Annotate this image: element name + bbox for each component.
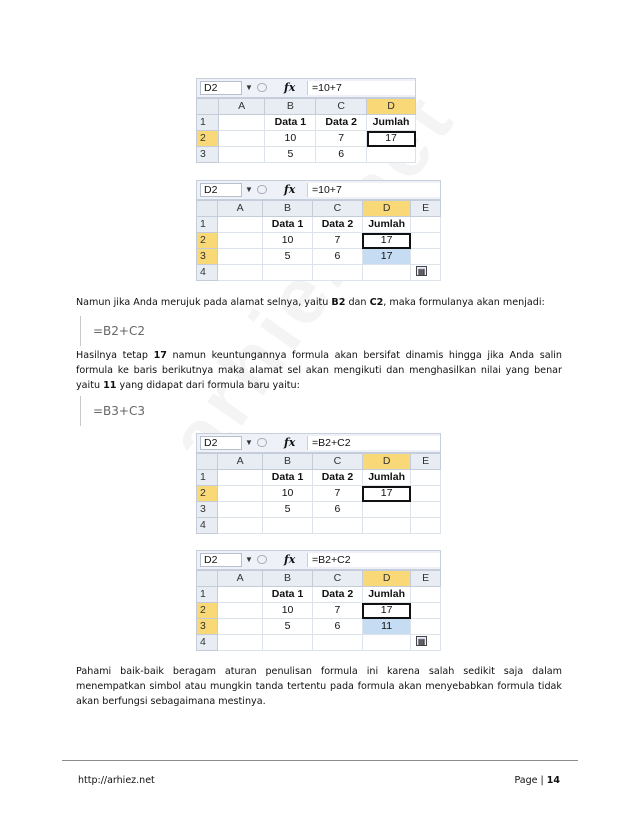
row-header-3[interactable]: 3 xyxy=(197,619,218,635)
page-separator: | xyxy=(540,775,544,786)
cell-e2[interactable] xyxy=(411,233,441,249)
paragraph-3: Pahami baik-baik beragam aturan penulisan formula ini karena salah sedikit saja dalam menempatkan simbol atau mungkin tanda tertentu pada formula akan menyebabkan formula tidak akan berfungsi sebagaimana mestinya. xyxy=(76,666,562,707)
spreadsheet-4 xyxy=(196,550,441,651)
cell-b2[interactable]: 10 xyxy=(263,486,313,502)
code-block-2: =B3+C3 xyxy=(80,396,145,426)
cell-e2[interactable] xyxy=(411,486,441,502)
column-header-a[interactable]: A xyxy=(218,454,263,470)
cell-grid xyxy=(196,570,441,651)
cell-c3[interactable]: 6 xyxy=(316,147,367,163)
row-header-2[interactable]: 2 xyxy=(197,131,219,147)
fx-icon[interactable]: fx xyxy=(284,436,296,449)
chevron-down-icon[interactable]: ▼ xyxy=(245,185,253,194)
page-number: 14 xyxy=(546,775,560,786)
zoom-icon xyxy=(257,438,267,447)
cell-c2[interactable]: 7 xyxy=(313,603,363,619)
footer-url[interactable]: http://arhiez.net xyxy=(78,775,155,786)
cell-e3[interactable] xyxy=(411,619,441,635)
cell-d3[interactable] xyxy=(362,502,410,518)
spreadsheet-3 xyxy=(196,433,441,534)
zoom-icon xyxy=(257,185,267,194)
cell-b3[interactable]: 5 xyxy=(263,249,313,265)
cell-a2[interactable] xyxy=(218,486,263,502)
cell-d1[interactable]: Jumlah xyxy=(362,217,410,233)
row-header-1[interactable]: 1 xyxy=(197,470,218,486)
select-all-corner[interactable] xyxy=(197,571,218,587)
cell-a2[interactable] xyxy=(218,131,265,147)
formula-input[interactable]: =10+7 xyxy=(307,183,440,197)
name-box[interactable]: D2 xyxy=(200,553,242,567)
cell-b1[interactable]: Data 1 xyxy=(263,470,313,486)
row-header-4[interactable]: 4 xyxy=(197,518,218,534)
footer-divider xyxy=(62,760,578,761)
chevron-down-icon[interactable]: ▼ xyxy=(245,438,253,447)
select-all-corner[interactable] xyxy=(197,201,218,217)
paragraph-2: Hasilnya tetap 17 namun keuntungannya formula akan bersifat dinamis hingga jika Anda salin formula ke baris berikutnya maka alamat sel akan mengikuti dan menghasilkan nilai yang benar yaitu 11 yang didapat dari formula baru yaitu: xyxy=(76,350,562,391)
cell-c4[interactable] xyxy=(313,635,363,651)
cell-d1[interactable]: Jumlah xyxy=(367,115,416,131)
cell-e1[interactable] xyxy=(411,587,441,603)
cell-a2[interactable] xyxy=(218,233,263,249)
cell-a3[interactable] xyxy=(218,502,263,518)
cell-c1[interactable]: Data 2 xyxy=(316,115,367,131)
cell-a3[interactable] xyxy=(218,147,265,163)
cell-c3[interactable]: 6 xyxy=(313,619,363,635)
zoom-icon xyxy=(257,555,267,564)
row-header-4[interactable]: 4 xyxy=(197,635,218,651)
cell-d4[interactable] xyxy=(362,265,410,281)
cell-c1[interactable]: Data 2 xyxy=(313,587,363,603)
cell-e3[interactable] xyxy=(411,502,441,518)
cell-a1[interactable] xyxy=(218,217,263,233)
cell-e3[interactable] xyxy=(411,249,441,265)
cell-d2-active[interactable]: 17 xyxy=(367,131,416,147)
column-header-c[interactable]: C xyxy=(313,454,363,470)
autofill-options-icon[interactable]: ▦ xyxy=(417,637,426,646)
fx-icon[interactable]: fx xyxy=(284,553,296,566)
select-all-corner[interactable] xyxy=(197,454,218,470)
fx-icon[interactable]: fx xyxy=(284,81,296,94)
fx-icon[interactable]: fx xyxy=(284,183,296,196)
name-box[interactable]: D2 xyxy=(200,436,242,450)
cell-d4[interactable] xyxy=(362,635,410,651)
cell-b4[interactable] xyxy=(263,635,313,651)
chevron-down-icon[interactable]: ▼ xyxy=(245,83,253,92)
cell-a1[interactable] xyxy=(218,470,263,486)
cell-c2[interactable]: 7 xyxy=(313,233,363,249)
formula-bar xyxy=(196,180,441,200)
cell-d3[interactable] xyxy=(367,147,416,163)
column-header-c[interactable]: C xyxy=(316,99,367,115)
column-header-c[interactable]: C xyxy=(313,571,363,587)
cell-b1[interactable]: Data 1 xyxy=(265,115,316,131)
formula-bar xyxy=(196,78,416,98)
cell-b2[interactable]: 10 xyxy=(263,233,313,249)
cell-a3[interactable] xyxy=(218,619,263,635)
column-header-d[interactable]: D xyxy=(367,99,416,115)
row-header-1[interactable]: 1 xyxy=(197,587,218,603)
cell-c3[interactable]: 6 xyxy=(313,502,363,518)
column-header-a[interactable]: A xyxy=(218,99,265,115)
cell-e4[interactable] xyxy=(411,518,441,534)
formula-input[interactable]: =B2+C2 xyxy=(307,553,440,567)
row-header-1[interactable]: 1 xyxy=(197,217,218,233)
name-box[interactable]: D2 xyxy=(200,183,242,197)
cell-d3-selected[interactable]: 11 xyxy=(362,619,410,635)
column-header-d[interactable]: D xyxy=(362,454,410,470)
cell-a3[interactable] xyxy=(218,249,263,265)
row-header-2[interactable]: 2 xyxy=(197,233,218,249)
cell-b4[interactable] xyxy=(263,518,313,534)
cell-e2[interactable] xyxy=(411,603,441,619)
cell-d2-active[interactable]: 17 xyxy=(362,233,410,249)
column-header-e[interactable]: E xyxy=(411,201,441,217)
cell-grid xyxy=(196,200,441,281)
formula-bar xyxy=(196,550,441,570)
zoom-icon xyxy=(257,83,267,92)
cell-grid xyxy=(196,98,416,163)
column-header-a[interactable]: A xyxy=(218,571,263,587)
column-header-b[interactable]: B xyxy=(265,99,316,115)
cell-d1[interactable]: Jumlah xyxy=(362,587,410,603)
cell-c4[interactable] xyxy=(313,265,363,281)
formula-input[interactable]: =B2+C2 xyxy=(307,436,440,450)
cell-a2[interactable] xyxy=(218,603,263,619)
spreadsheet-2 xyxy=(196,180,441,281)
cell-a1[interactable] xyxy=(218,115,265,131)
cell-d1[interactable]: Jumlah xyxy=(362,470,410,486)
cell-c2[interactable]: 7 xyxy=(316,131,367,147)
cell-e1[interactable] xyxy=(411,217,441,233)
cell-c4[interactable] xyxy=(313,518,363,534)
cell-b3[interactable]: 5 xyxy=(263,619,313,635)
cell-b1[interactable]: Data 1 xyxy=(263,217,313,233)
page-label: Page xyxy=(514,775,538,786)
formula-bar xyxy=(196,433,441,453)
cell-c2[interactable]: 7 xyxy=(313,486,363,502)
column-header-e[interactable]: E xyxy=(411,571,441,587)
spreadsheet-1 xyxy=(196,78,416,163)
column-header-e[interactable]: E xyxy=(411,454,441,470)
column-header-b[interactable]: B xyxy=(263,454,313,470)
row-header-2[interactable]: 2 xyxy=(197,486,218,502)
row-header-3[interactable]: 3 xyxy=(197,249,218,265)
cell-a4[interactable] xyxy=(218,635,263,651)
cell-c1[interactable]: Data 2 xyxy=(313,470,363,486)
select-all-corner[interactable] xyxy=(197,99,219,115)
column-header-b[interactable]: B xyxy=(263,201,313,217)
column-header-b[interactable]: B xyxy=(263,571,313,587)
cell-b2[interactable]: 10 xyxy=(265,131,316,147)
row-header-3[interactable]: 3 xyxy=(197,502,218,518)
name-box[interactable]: D2 xyxy=(200,81,242,95)
cell-d3-selected[interactable]: 17 xyxy=(362,249,410,265)
column-header-c[interactable]: C xyxy=(313,201,363,217)
cell-a4[interactable] xyxy=(218,518,263,534)
cell-a4[interactable] xyxy=(218,265,263,281)
cell-a1[interactable] xyxy=(218,587,263,603)
row-header-1[interactable]: 1 xyxy=(197,115,219,131)
cell-b1[interactable]: Data 1 xyxy=(263,587,313,603)
cell-b3[interactable]: 5 xyxy=(263,502,313,518)
cell-c1[interactable]: Data 2 xyxy=(313,217,363,233)
cell-e1[interactable] xyxy=(411,470,441,486)
cell-d2-active[interactable]: 17 xyxy=(362,603,410,619)
cell-b4[interactable] xyxy=(263,265,313,281)
cell-d4[interactable] xyxy=(362,518,410,534)
cell-d2-active[interactable]: 17 xyxy=(362,486,410,502)
cell-c3[interactable]: 6 xyxy=(313,249,363,265)
row-header-4[interactable]: 4 xyxy=(197,265,218,281)
row-header-2[interactable]: 2 xyxy=(197,603,218,619)
row-header-3[interactable]: 3 xyxy=(197,147,219,163)
formula-input[interactable]: =10+7 xyxy=(307,81,415,95)
cell-b3[interactable]: 5 xyxy=(265,147,316,163)
paragraph-1: Namun jika Anda merujuk pada alamat selnya, yaitu B2 dan C2, maka formulanya akan menjadi: xyxy=(76,297,545,308)
chevron-down-icon[interactable]: ▼ xyxy=(245,555,253,564)
column-header-d[interactable]: D xyxy=(362,201,410,217)
footer-page xyxy=(515,775,561,786)
autofill-options-icon[interactable]: ▦ xyxy=(417,267,426,276)
column-header-a[interactable]: A xyxy=(218,201,263,217)
cell-b2[interactable]: 10 xyxy=(263,603,313,619)
code-block-1: =B2+C2 xyxy=(80,316,145,346)
column-header-d[interactable]: D xyxy=(362,571,410,587)
cell-grid xyxy=(196,453,441,534)
